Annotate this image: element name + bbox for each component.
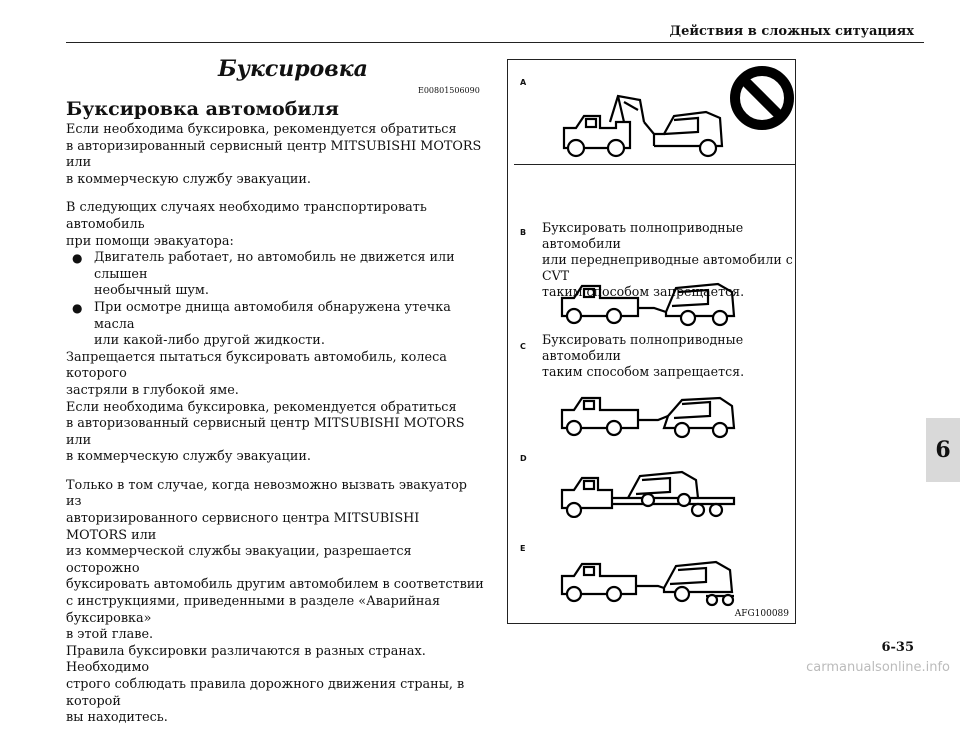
tow-truck-wheel-dolly-icon xyxy=(558,558,738,608)
page-number: 6-35 xyxy=(881,640,914,655)
paragraph-2: В следующих случаях необходимо транспортировать автомобиль при помощи эвакуатора: ● Двигатель работает, но автомобиль не движется или слышен необычный шум. ● При осмотре днища автомобиля обнаружена утечка масла или какой-либо другой жидкости. Запрещается пытаться буксировать автомобиль, колеса которого застряли в глубокой яме. Если необходима буксировка, рекомендуется обратиться в авторизованный сервисный центр MITSUBISHI MOTORS или в коммерческую службу эвакуации. xyxy=(66,200,484,466)
subsection-title: Буксировка автомобиля xyxy=(66,98,339,120)
caption-b: Буксировать полноприводные автомобили или переднеприводные автомобили с CVT таким способом запрещается. xyxy=(542,220,793,299)
figure-separator xyxy=(514,164,795,165)
paragraph-1: Если необходима буксировка, рекомендуется обратиться в авторизированный сервисный центр MITSUBISHI MOTORS или в коммерческую службу эвакуации. xyxy=(66,122,482,187)
page-header-title: Действия в сложных ситуациях xyxy=(669,24,914,39)
body-text xyxy=(66,122,484,739)
label-d: D xyxy=(520,454,527,463)
label-a: A xyxy=(520,78,527,87)
flatbed-truck-icon xyxy=(558,470,738,518)
label-b: B xyxy=(520,228,527,237)
bullet-item: ● При осмотре днища автомобиля обнаружена утечка масла или какой-либо другой жидкости. xyxy=(72,299,451,349)
prohibition-icon xyxy=(728,64,796,132)
chapter-tab: 6 xyxy=(926,418,960,482)
header-rule xyxy=(66,42,924,43)
section-title: Буксировка xyxy=(218,56,368,82)
label-c: C xyxy=(520,342,526,351)
bullet-item: ● Двигатель работает, но автомобиль не движется или слышен необычный шум. xyxy=(72,250,455,299)
bullet-dot-icon: ● xyxy=(72,251,83,266)
tow-truck-wheel-lift-icon xyxy=(558,390,738,440)
section-code: E00801506090 xyxy=(418,86,480,95)
caption-c: Буксировать полноприводные автомобили таким способом запрещается. xyxy=(542,332,745,379)
paragraph-3: Только в том случае, когда невозможно вызвать эвакуатор из авторизированного сервисного центра MITSUBISHI MOTORS или из коммерческой службы эвакуации, разрешается осторожно буксировать автомобиль другим автомобилем в соответствии с инструкциями, приведенными в разделе «Аварийная буксировка» в этой главе. Правила буксировки различаются в разных странах. Необходимо строго соблюдать правила дорожного движения страны, в которой вы находитесь. xyxy=(66,477,484,726)
bullet-dot-icon: ● xyxy=(72,300,83,315)
figure-code: AFG100089 xyxy=(734,609,789,619)
tow-truck-hook-icon xyxy=(558,88,728,160)
towing-figure xyxy=(507,59,796,624)
label-e: E xyxy=(520,544,526,553)
tow-truck-dolly-icon xyxy=(558,278,738,328)
watermark: carmanualsonline.info xyxy=(806,660,950,675)
